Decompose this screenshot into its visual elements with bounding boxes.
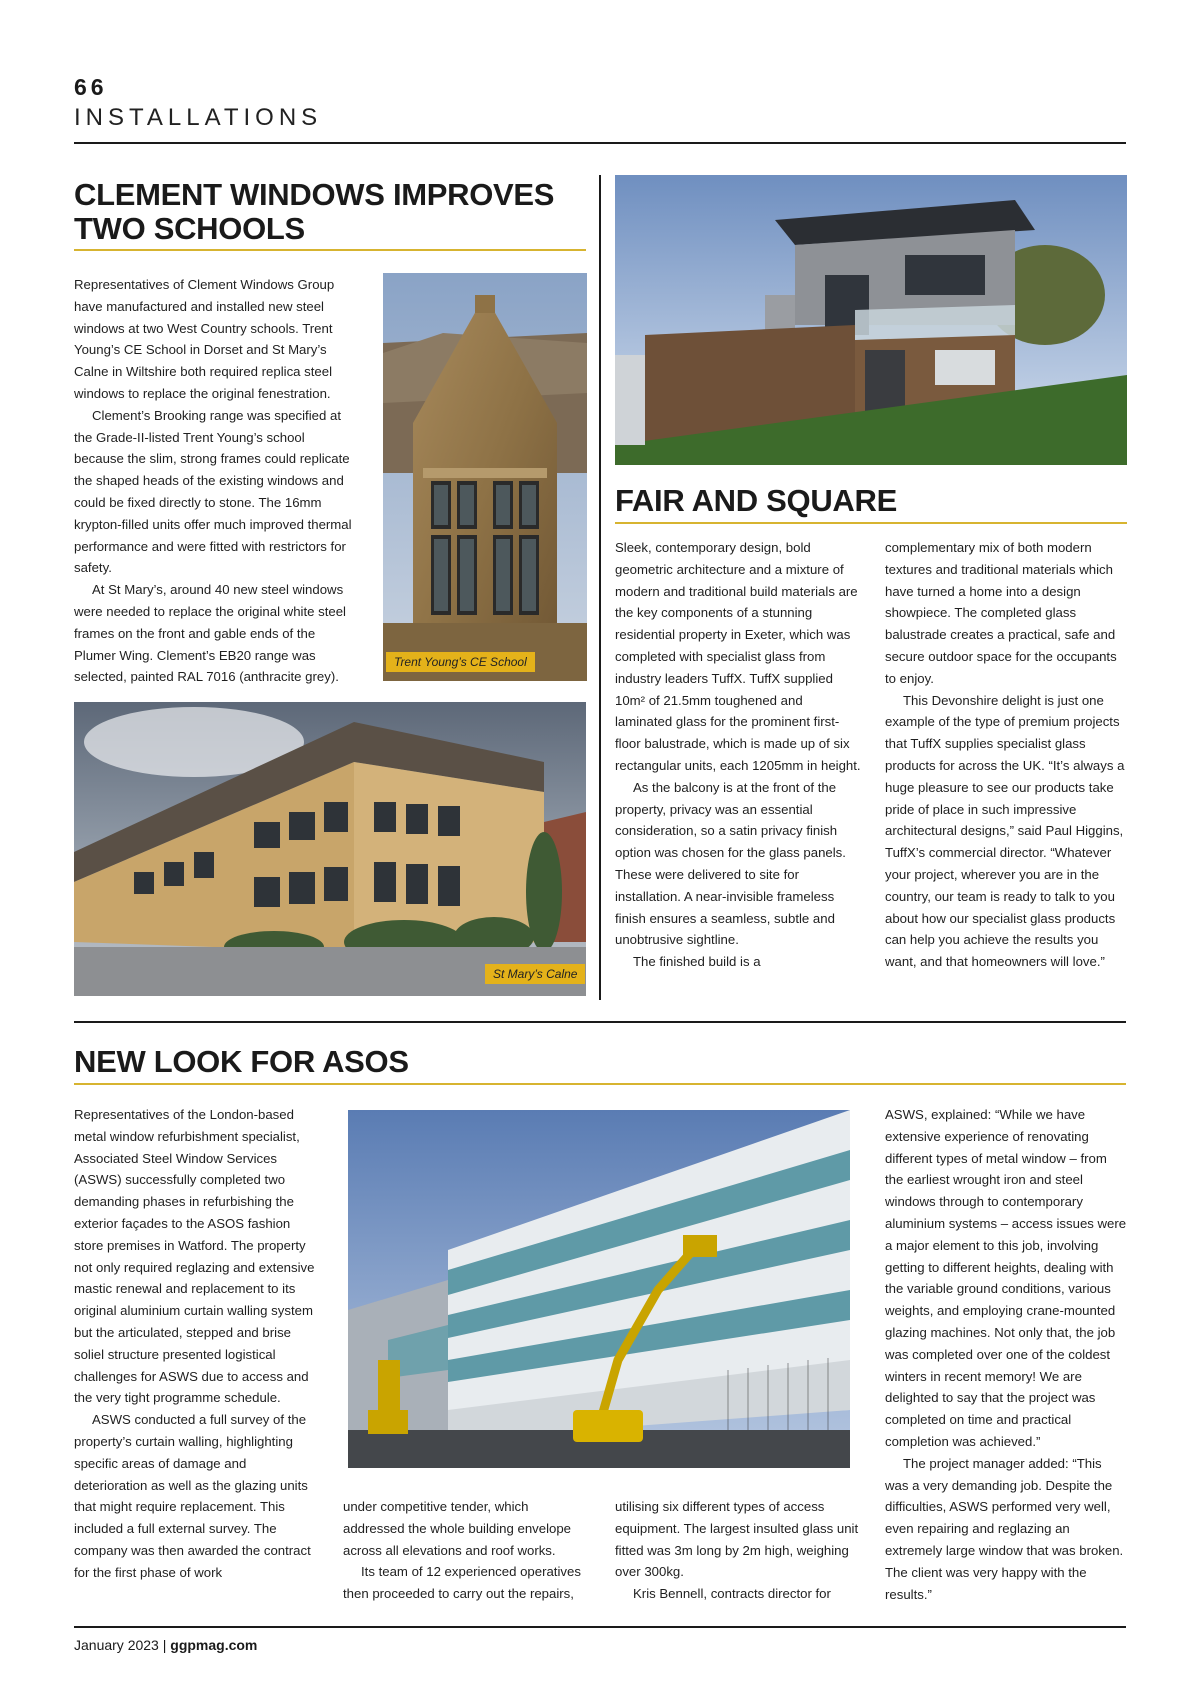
trent-youngs-school-photo (383, 273, 587, 681)
column-divider (599, 175, 601, 1000)
article3-paragraph: utilising six different types of access equipment. The largest insulted glass unit fitted was 3m long by 2m high, weighing over 300kg. (615, 1499, 859, 1580)
article2-col1 (615, 537, 861, 973)
page-number: 66 (74, 74, 108, 100)
article2-paragraph: complementary mix of both modern textures and traditional materials which have turned a home into a design showpiece. The completed glass balustrade creates a practical, safe and secure outdoor space for the occupants to enjoy. (885, 540, 1117, 686)
article2-paragraph: The finished build is a (633, 954, 761, 970)
st-marys-caption: St Mary’s Calne (485, 964, 585, 984)
article3-paragraph: ASWS conducted a full survey of the property’s curtain walling, highlighting specific areas of damage and deterioration as well as the glazing units that might require replacement. This included a full external survey. The company was then awarded the contract for the first phase of work (74, 1412, 311, 1580)
trent-youngs-caption: Trent Young’s CE School (386, 652, 535, 672)
article3-paragraph: The project manager added: “This was a very demanding job. Despite the difficulties, ASWS performed very well, even repairing and reglazing an extremely large window that was broken. The client was very happy with the results.” (885, 1455, 1124, 1602)
article3-paragraph: Representatives of the London-based metal window refurbishment specialist, Associated Steel Window Services (ASWS) successfully completed two demanding phases in refurbishing the exterior façades to the ASOS fashion store premises in Watford. The property not only required reglazing and extensive mastic renewal and replacement to its original aluminium curtain walling system but the articulated, stepped and brise soliel structure presented logistical challenges for ASWS due to access and the very tight programme schedule. (74, 1107, 315, 1406)
article1-headline-line1: CLEMENT WINDOWS IMPROVES (74, 177, 555, 212)
footer-rule (74, 1626, 1126, 1628)
article1-headline-line2: TWO SCHOOLS (74, 211, 305, 246)
article1-paragraph: Representatives of Clement Windows Group have manufactured and installed new steel windows at two West Country schools. Trent Young’s CE School in Dorset and St Mary’s Calne in Wiltshire both required replica steel windows to replace the original fenestration. (74, 277, 335, 401)
article1-headline (74, 178, 554, 246)
st-marys-calne-photo (74, 702, 586, 996)
article3-col2 (343, 1496, 589, 1605)
article2-paragraph: As the balcony is at the front of the property, privacy was an essential consideration, so a satin privacy finish option was chosen for the glass panels. These were delivered to site for installation. A near-invisible frameless finish ensures a seamless, subtle and unobtrusive sightline. (615, 779, 846, 948)
article3-paragraph: Its team of 12 experienced operatives then proceeded to carry out the repairs, (343, 1564, 581, 1602)
article3-col3 (615, 1496, 861, 1605)
asos-building-photo (348, 1110, 850, 1468)
article3-paragraph: under competitive tender, which addressed the whole building envelope across all elevations and roof works. (343, 1499, 572, 1558)
article3-col1 (74, 1104, 320, 1584)
footer-site-link[interactable]: ggpmag.com (170, 1637, 258, 1653)
article2-paragraph: Sleek, contemporary design, bold geometric architecture and a mixture of modern and traditional build materials are the key components of a stunning residential property in Exeter, which was completed with specialist glass from industry leaders TuffX. TuffX supplied 10m² of 21.5mm toughened and laminated glass for the prominent first-floor balustrade, which is made up of six rectangular units, each 1205mm in height. (615, 540, 861, 773)
article1-paragraph: Clement’s Brooking range was specified at the Grade-II-listed Trent Young’s school because the slim, strong frames could replicate the shaped heads of the existing windows and could be fixed directly to stone. The 16mm krypton-filled units offer much improved thermal performance and were fitted with restrictors for safety. (74, 407, 352, 576)
article3-gold-rule (74, 1083, 1126, 1085)
article2-paragraph: This Devonshire delight is just one example of the type of premium projects that TuffX supplies specialist glass products for across the UK. “It’s always a huge pleasure to see our products take pride of place in such impressive architectural designs,” said Paul Higgins, TuffX’s commercial director. “Whatever your project, wherever you are in the country, our team is ready to talk to you about how our specialist glass products can help you achieve the results you want, and that homeowners will love.” (885, 692, 1125, 970)
header-rule (74, 142, 1126, 144)
exeter-house-photo (615, 175, 1127, 465)
article1-paragraph: At St Mary’s, around 40 new steel windows were needed to replace the original white steel frames on the front and gable ends of the Plumer Wing. Clement’s EB20 range was selected, painted RAL 7016 (anthracite grey). (74, 582, 346, 685)
article1-gold-rule (74, 249, 586, 251)
section-divider (74, 1021, 1126, 1023)
article2-headline: FAIR AND SQUARE (615, 483, 897, 518)
footer (74, 1637, 257, 1653)
article3-paragraph: ASWS, explained: “While we have extensive experience of renovating different types of metal window – from the earliest wrought iron and steel windows through to contemporary aluminium systems – access issues were a major element to this job, involving getting to different heights, dealing with the variable ground conditions, various weights, and employing crane-mounted glazing machines. Not only that, the job was completed over one of the coldest winters in recent memory! We are delighted to say that the project was completed on time and practical completion was achieved.” (885, 1107, 1127, 1449)
article3-paragraph: Kris Bennell, contracts director for (633, 1586, 831, 1602)
article2-gold-rule (615, 522, 1127, 524)
article3-headline: NEW LOOK FOR ASOS (74, 1044, 409, 1079)
footer-date: January 2023 (74, 1637, 159, 1653)
section-label: INSTALLATIONS (74, 104, 323, 131)
footer-separator: | (162, 1637, 167, 1653)
article3-col4 (885, 1104, 1127, 1605)
article1-body (74, 274, 354, 688)
article2-col2 (885, 537, 1127, 973)
